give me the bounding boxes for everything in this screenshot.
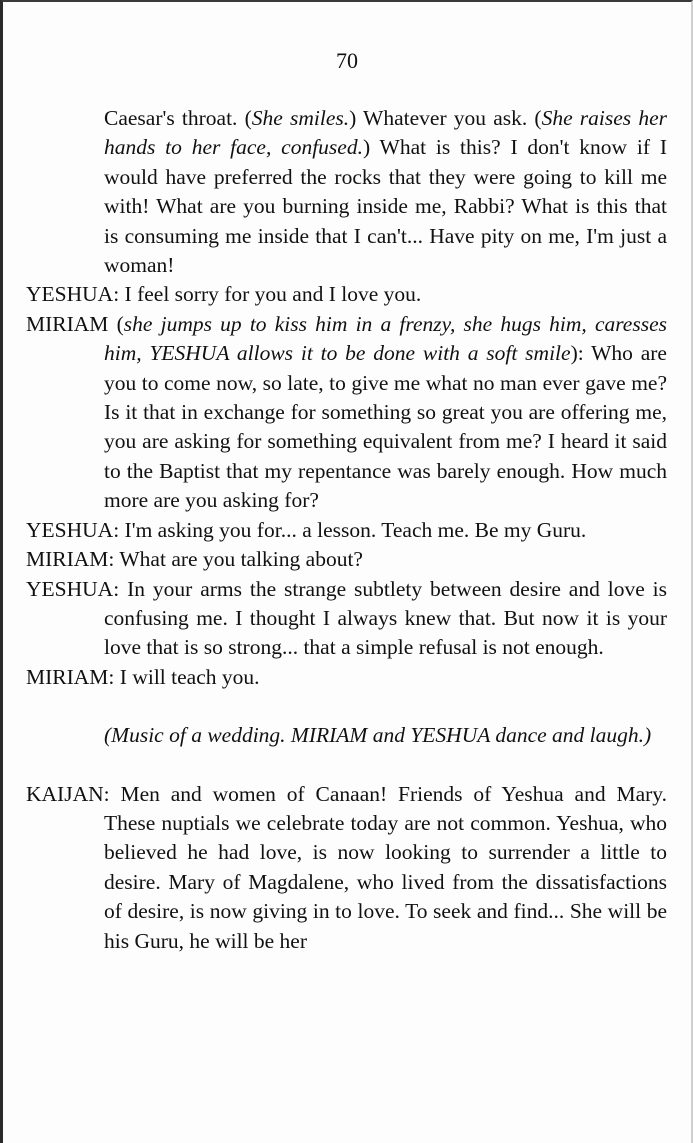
dialogue-text: Caesar's throat. ( (104, 106, 252, 130)
speaker-name: MIRIAM (26, 311, 109, 336)
speaker-name: YESHUA: (26, 517, 120, 542)
blank-line (26, 692, 667, 721)
speaker-name: YESHUA: (26, 282, 120, 307)
stage-direction: she jumps up to kiss him in a frenzy, she hugs him, caresses him, YESHUA allows it to be done with a soft smile (104, 311, 667, 366)
dialogue-text: What are you talking about? (114, 547, 363, 572)
dialogue-text: In your arms the strange subtlety between desire and love is confusing me. I thought I always knew that. But now it is your love that is so strong... that a simple refusal is not enough. (104, 576, 667, 660)
stage-direction-block (26, 721, 667, 750)
dialogue-entry (26, 780, 667, 956)
dialogue-entry (26, 663, 667, 692)
paren-close: ) (644, 723, 652, 748)
speaker-name: MIRIAM: (26, 664, 115, 689)
dialogue-entry (26, 280, 667, 309)
dialogue-text: ) What is this? I don't know if I would have preferred the rocks that they were going to kill me with! What are you burning inside me, Rabbi? What is this that is consuming me inside that I can't... Have pity on me, I'm just a woman! (104, 135, 667, 278)
dialogue-text: I feel sorry for you and I love you. (119, 282, 422, 307)
dialogue-entry (26, 516, 667, 545)
speaker-name: MIRIAM: (26, 547, 115, 572)
dialogue-text: ) Whatever you ask. ( (349, 106, 542, 130)
stage-direction: She raises her hands to her face, confused. (104, 106, 667, 160)
dialogue-entry (26, 575, 667, 663)
paren-open: ( (104, 723, 112, 748)
dialogue-text: I'm asking you for... a lesson. Teach me. Be my Guru. (119, 517, 587, 542)
script-text (26, 104, 667, 956)
blank-line (26, 751, 667, 780)
speaker-name: KAIJAN: (26, 781, 110, 806)
speaker-name: YESHUA: (26, 576, 120, 601)
dialogue-entry (26, 310, 667, 516)
dialogue-text: ( (108, 311, 124, 336)
dialogue-text: ): Who are you to come now, so late, to give me what no man ever gave me? Is it that in exchange for something so great you are offering me, you are asking for something equivalent from me? I heard it said to the Baptist that my repentance was barely enough. How much more are you asking for? (104, 341, 667, 513)
dialogue-text: Men and women of Canaan! Friends of Yeshua and Mary. These nuptials we celebrate today are not common. Yeshua, who believed he had love, is now looking to surrender a little to desire. Mary of Magdalene, who lived from the dissatisfactions of desire, is now giving in to love. To seek and find... She will be his Guru, he will be her (104, 781, 667, 953)
page-number: 70 (336, 48, 358, 73)
stage-direction: She smiles. (251, 106, 350, 130)
stage-direction: Music of a wedding. MIRIAM and YESHUA dance and laugh. (111, 723, 645, 748)
dialogue-continuation (26, 104, 667, 280)
dialogue-entry (26, 545, 667, 574)
dialogue-text: I will teach you. (114, 664, 260, 689)
